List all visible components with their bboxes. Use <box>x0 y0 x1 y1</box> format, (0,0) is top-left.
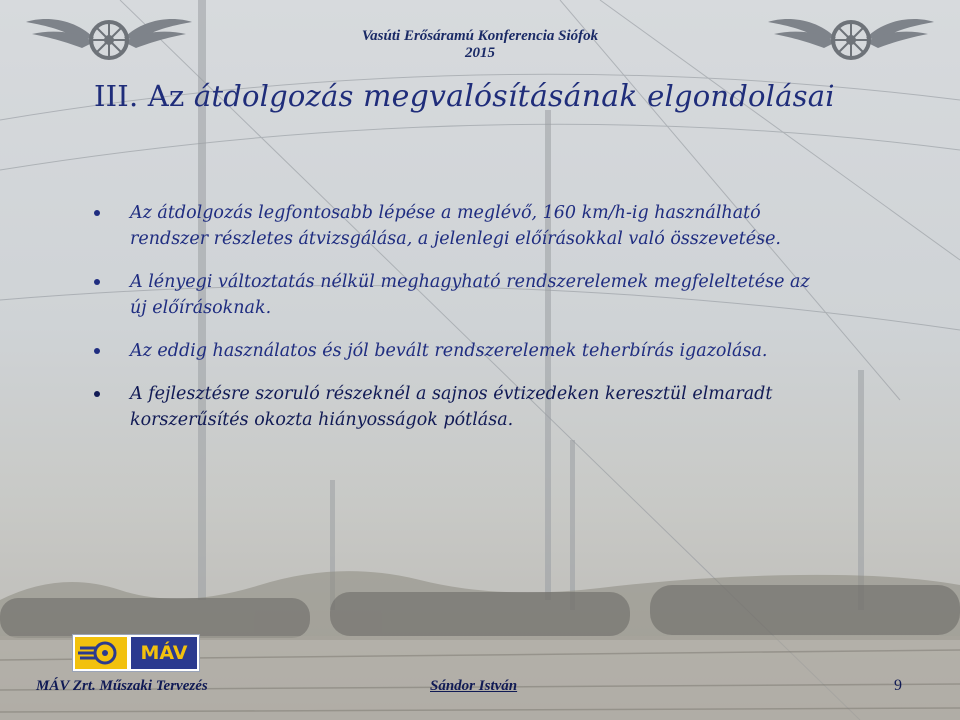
bullet-list <box>92 200 812 450</box>
bullet-text: A lényegi változtatás nélkül meghagyható rendszerelemek megfeleltetése az új előírásoknak. <box>130 272 810 318</box>
page-number: 9 <box>894 677 902 694</box>
conference-year: 2015 <box>465 45 495 61</box>
footer-company: MÁV Zrt. Műszaki Tervezés <box>36 678 208 694</box>
mav-logo-emblem <box>75 637 127 669</box>
slide-title <box>94 76 835 117</box>
bullet-item <box>92 269 812 321</box>
bullet-item <box>92 200 812 252</box>
title-part-3: megvalósításának <box>363 79 638 114</box>
bullet-item <box>92 338 812 364</box>
bullet-text: Az eddig használatos és jól bevált rendszerelemek teherbírás igazolása. <box>130 341 768 361</box>
bullet-dot-icon <box>94 348 100 354</box>
title-part-1: III. Az <box>94 79 185 113</box>
title-part-4: elgondolásai <box>647 79 835 113</box>
conference-header <box>0 28 960 62</box>
bullet-text: A fejlesztésre szoruló részeknél a sajnos évtizedeken keresztül elmaradt korszerűsítés okozta hiányosságok pótlása. <box>130 384 773 430</box>
footer-author: Sándor István <box>430 678 518 694</box>
mav-logo <box>72 634 200 672</box>
bullet-dot-icon <box>94 391 100 397</box>
conference-name: Vasúti Erősáramú Konferencia Siófok <box>361 28 599 44</box>
mav-wheel-icon <box>75 637 127 669</box>
title-part-2: átdolgozás <box>193 79 354 113</box>
bullet-text: Az átdolgozás legfontosabb lépése a meglévő, 160 km/h-ig használható rendszer részletes átvizsgálása, a jelenlegi előírásokkal való összevetése. <box>130 203 781 249</box>
bullet-dot-icon <box>94 210 100 216</box>
bullet-item <box>92 381 812 433</box>
mav-logo-text: MÁV <box>131 637 197 669</box>
bullet-dot-icon <box>94 279 100 285</box>
